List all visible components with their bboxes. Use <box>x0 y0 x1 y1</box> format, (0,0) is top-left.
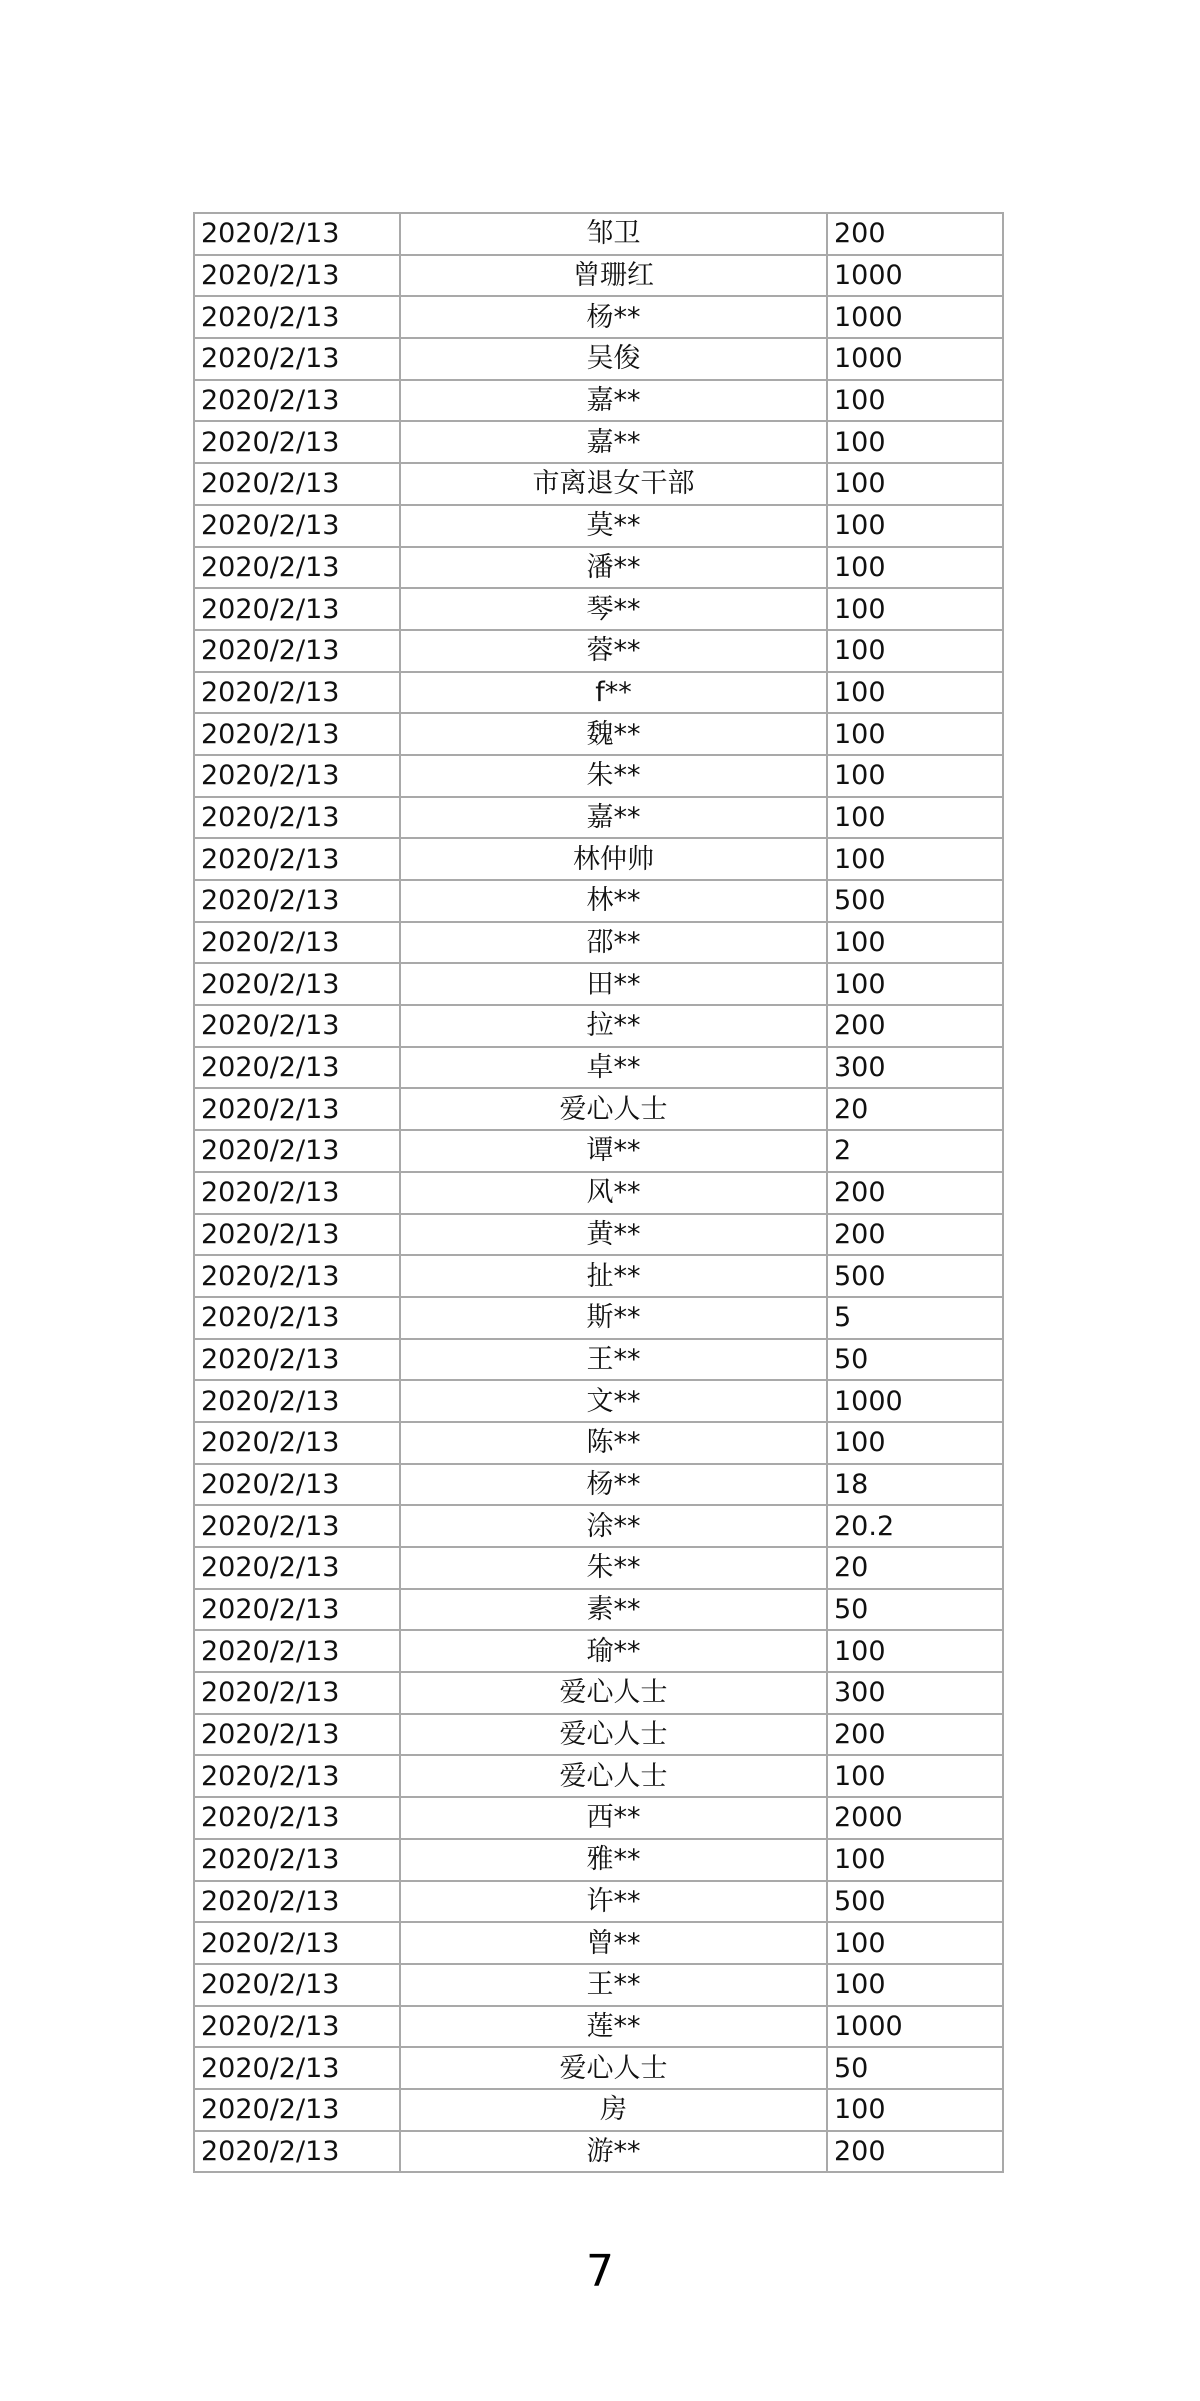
table-row <box>194 380 1003 422</box>
donor-name-cell: 曾** <box>400 1922 827 1964</box>
date-cell: 2020/2/13 <box>194 505 400 547</box>
table-row <box>194 1672 1003 1714</box>
donor-name-cell: 爱心人士 <box>400 2047 827 2089</box>
date-cell: 2020/2/13 <box>194 672 400 714</box>
table-row <box>194 1005 1003 1047</box>
donor-name-cell: 王** <box>400 1964 827 2006</box>
amount-cell: 100 <box>827 838 1003 880</box>
amount-cell: 500 <box>827 1881 1003 1923</box>
table-row <box>194 1088 1003 1130</box>
donor-name-cell: 莫** <box>400 505 827 547</box>
donor-name-cell: 瑜** <box>400 1630 827 1672</box>
amount-cell: 100 <box>827 630 1003 672</box>
donor-name-cell: 文** <box>400 1380 827 1422</box>
amount-cell: 100 <box>827 505 1003 547</box>
donor-name-cell: 拉** <box>400 1005 827 1047</box>
donor-name-cell: 潘** <box>400 547 827 589</box>
donor-name-cell: 朱** <box>400 755 827 797</box>
donor-name-cell: 林仲帅 <box>400 838 827 880</box>
date-cell: 2020/2/13 <box>194 421 400 463</box>
amount-cell: 100 <box>827 713 1003 755</box>
date-cell: 2020/2/13 <box>194 797 400 839</box>
donor-name-cell: 涂** <box>400 1505 827 1547</box>
table-row <box>194 963 1003 1005</box>
amount-cell: 1000 <box>827 1380 1003 1422</box>
donor-name-cell: 邹卫 <box>400 213 827 255</box>
donor-name-cell: 嘉** <box>400 797 827 839</box>
table-row <box>194 630 1003 672</box>
donor-name-cell: 王** <box>400 1339 827 1381</box>
date-cell: 2020/2/13 <box>194 1339 400 1381</box>
donation-table <box>193 212 1004 2173</box>
table-row <box>194 1047 1003 1089</box>
amount-cell: 100 <box>827 380 1003 422</box>
donor-name-cell: 杨** <box>400 1464 827 1506</box>
amount-cell: 2000 <box>827 1797 1003 1839</box>
donor-name-cell: 爱心人士 <box>400 1088 827 1130</box>
amount-cell: 100 <box>827 755 1003 797</box>
amount-cell: 300 <box>827 1047 1003 1089</box>
donor-name-cell: 爱心人士 <box>400 1672 827 1714</box>
date-cell: 2020/2/13 <box>194 1964 400 2006</box>
date-cell: 2020/2/13 <box>194 1172 400 1214</box>
amount-cell: 50 <box>827 1339 1003 1381</box>
table-row <box>194 547 1003 589</box>
table-row <box>194 1464 1003 1506</box>
amount-cell: 1000 <box>827 296 1003 338</box>
donor-name-cell: 蓉** <box>400 630 827 672</box>
table-row <box>194 338 1003 380</box>
amount-cell: 100 <box>827 1922 1003 1964</box>
table-row <box>194 797 1003 839</box>
table-row <box>194 1839 1003 1881</box>
table-row <box>194 463 1003 505</box>
donor-name-cell: 田** <box>400 963 827 1005</box>
amount-cell: 100 <box>827 547 1003 589</box>
donor-name-cell: 素** <box>400 1589 827 1631</box>
amount-cell: 20 <box>827 1547 1003 1589</box>
date-cell: 2020/2/13 <box>194 380 400 422</box>
amount-cell: 300 <box>827 1672 1003 1714</box>
table-row <box>194 1755 1003 1797</box>
date-cell: 2020/2/13 <box>194 213 400 255</box>
table-row <box>194 1339 1003 1381</box>
table-row <box>194 1630 1003 1672</box>
table-row <box>194 1172 1003 1214</box>
amount-cell: 1000 <box>827 2006 1003 2048</box>
amount-cell: 100 <box>827 672 1003 714</box>
donor-name-cell: f** <box>400 672 827 714</box>
amount-cell: 100 <box>827 963 1003 1005</box>
amount-cell: 100 <box>827 2089 1003 2131</box>
date-cell: 2020/2/13 <box>194 1714 400 1756</box>
donor-name-cell: 卓** <box>400 1047 827 1089</box>
amount-cell: 100 <box>827 463 1003 505</box>
date-cell: 2020/2/13 <box>194 1088 400 1130</box>
date-cell: 2020/2/13 <box>194 1839 400 1881</box>
table-row <box>194 1589 1003 1631</box>
date-cell: 2020/2/13 <box>194 2131 400 2173</box>
date-cell: 2020/2/13 <box>194 838 400 880</box>
donation-table-body <box>194 213 1003 2172</box>
date-cell: 2020/2/13 <box>194 1881 400 1923</box>
amount-cell: 500 <box>827 1255 1003 1297</box>
donor-name-cell: 扯** <box>400 1255 827 1297</box>
amount-cell: 1000 <box>827 338 1003 380</box>
donor-name-cell: 黄** <box>400 1214 827 1256</box>
table-row <box>194 1422 1003 1464</box>
table-row <box>194 1964 1003 2006</box>
date-cell: 2020/2/13 <box>194 755 400 797</box>
donor-name-cell: 房 <box>400 2089 827 2131</box>
amount-cell: 100 <box>827 1422 1003 1464</box>
amount-cell: 100 <box>827 1839 1003 1881</box>
amount-cell: 100 <box>827 421 1003 463</box>
date-cell: 2020/2/13 <box>194 1464 400 1506</box>
donor-name-cell: 西** <box>400 1797 827 1839</box>
date-cell: 2020/2/13 <box>194 1255 400 1297</box>
date-cell: 2020/2/13 <box>194 1922 400 1964</box>
date-cell: 2020/2/13 <box>194 1547 400 1589</box>
table-row <box>194 2131 1003 2173</box>
table-row <box>194 713 1003 755</box>
table-row <box>194 296 1003 338</box>
donor-name-cell: 嘉** <box>400 380 827 422</box>
donor-name-cell: 朱** <box>400 1547 827 1589</box>
table-row <box>194 1297 1003 1339</box>
date-cell: 2020/2/13 <box>194 713 400 755</box>
date-cell: 2020/2/13 <box>194 463 400 505</box>
donor-name-cell: 林** <box>400 880 827 922</box>
amount-cell: 100 <box>827 922 1003 964</box>
date-cell: 2020/2/13 <box>194 588 400 630</box>
donor-name-cell: 魏** <box>400 713 827 755</box>
table-row <box>194 2047 1003 2089</box>
date-cell: 2020/2/13 <box>194 2006 400 2048</box>
date-cell: 2020/2/13 <box>194 1589 400 1631</box>
table-row <box>194 2006 1003 2048</box>
amount-cell: 5 <box>827 1297 1003 1339</box>
table-row <box>194 838 1003 880</box>
date-cell: 2020/2/13 <box>194 1630 400 1672</box>
date-cell: 2020/2/13 <box>194 338 400 380</box>
donor-name-cell: 嘉** <box>400 421 827 463</box>
table-row <box>194 672 1003 714</box>
table-row <box>194 1881 1003 1923</box>
date-cell: 2020/2/13 <box>194 1214 400 1256</box>
date-cell: 2020/2/13 <box>194 1047 400 1089</box>
date-cell: 2020/2/13 <box>194 1005 400 1047</box>
date-cell: 2020/2/13 <box>194 1755 400 1797</box>
amount-cell: 200 <box>827 1214 1003 1256</box>
date-cell: 2020/2/13 <box>194 2089 400 2131</box>
amount-cell: 100 <box>827 1964 1003 2006</box>
donor-name-cell: 杨** <box>400 296 827 338</box>
amount-cell: 200 <box>827 1172 1003 1214</box>
amount-cell: 1000 <box>827 255 1003 297</box>
donor-name-cell: 陈** <box>400 1422 827 1464</box>
date-cell: 2020/2/13 <box>194 547 400 589</box>
table-row <box>194 1505 1003 1547</box>
table-row <box>194 755 1003 797</box>
date-cell: 2020/2/13 <box>194 963 400 1005</box>
donor-name-cell: 爱心人士 <box>400 1714 827 1756</box>
donor-name-cell: 游** <box>400 2131 827 2173</box>
table-row <box>194 2089 1003 2131</box>
donor-name-cell: 吴俊 <box>400 338 827 380</box>
amount-cell: 200 <box>827 2131 1003 2173</box>
table-row <box>194 505 1003 547</box>
amount-cell: 2 <box>827 1130 1003 1172</box>
donor-name-cell: 斯** <box>400 1297 827 1339</box>
table-row <box>194 1380 1003 1422</box>
donor-name-cell: 邵** <box>400 922 827 964</box>
donor-name-cell: 风** <box>400 1172 827 1214</box>
donor-name-cell: 许** <box>400 1881 827 1923</box>
table-row <box>194 1922 1003 1964</box>
amount-cell: 20.2 <box>827 1505 1003 1547</box>
table-row <box>194 922 1003 964</box>
table-row <box>194 880 1003 922</box>
date-cell: 2020/2/13 <box>194 1505 400 1547</box>
table-row <box>194 1130 1003 1172</box>
table-row <box>194 1714 1003 1756</box>
donor-name-cell: 市离退女干部 <box>400 463 827 505</box>
table-row <box>194 213 1003 255</box>
date-cell: 2020/2/13 <box>194 1297 400 1339</box>
amount-cell: 20 <box>827 1088 1003 1130</box>
date-cell: 2020/2/13 <box>194 1422 400 1464</box>
date-cell: 2020/2/13 <box>194 1380 400 1422</box>
donor-name-cell: 曾珊红 <box>400 255 827 297</box>
amount-cell: 100 <box>827 1755 1003 1797</box>
date-cell: 2020/2/13 <box>194 880 400 922</box>
donor-name-cell: 雅** <box>400 1839 827 1881</box>
amount-cell: 200 <box>827 213 1003 255</box>
table-row <box>194 255 1003 297</box>
donor-name-cell: 莲** <box>400 2006 827 2048</box>
donor-name-cell: 谭** <box>400 1130 827 1172</box>
date-cell: 2020/2/13 <box>194 1672 400 1714</box>
table-row <box>194 1255 1003 1297</box>
table-row <box>194 1797 1003 1839</box>
date-cell: 2020/2/13 <box>194 922 400 964</box>
date-cell: 2020/2/13 <box>194 1797 400 1839</box>
table-row <box>194 421 1003 463</box>
amount-cell: 50 <box>827 1589 1003 1631</box>
date-cell: 2020/2/13 <box>194 255 400 297</box>
donor-name-cell: 爱心人士 <box>400 1755 827 1797</box>
amount-cell: 200 <box>827 1005 1003 1047</box>
amount-cell: 500 <box>827 880 1003 922</box>
amount-cell: 50 <box>827 2047 1003 2089</box>
table-row <box>194 1547 1003 1589</box>
date-cell: 2020/2/13 <box>194 630 400 672</box>
amount-cell: 100 <box>827 1630 1003 1672</box>
table-row <box>194 1214 1003 1256</box>
donor-name-cell: 琴** <box>400 588 827 630</box>
date-cell: 2020/2/13 <box>194 1130 400 1172</box>
amount-cell: 18 <box>827 1464 1003 1506</box>
amount-cell: 200 <box>827 1714 1003 1756</box>
date-cell: 2020/2/13 <box>194 296 400 338</box>
amount-cell: 100 <box>827 588 1003 630</box>
page-number: 7 <box>586 2246 614 2297</box>
amount-cell: 100 <box>827 797 1003 839</box>
date-cell: 2020/2/13 <box>194 2047 400 2089</box>
table-row <box>194 588 1003 630</box>
